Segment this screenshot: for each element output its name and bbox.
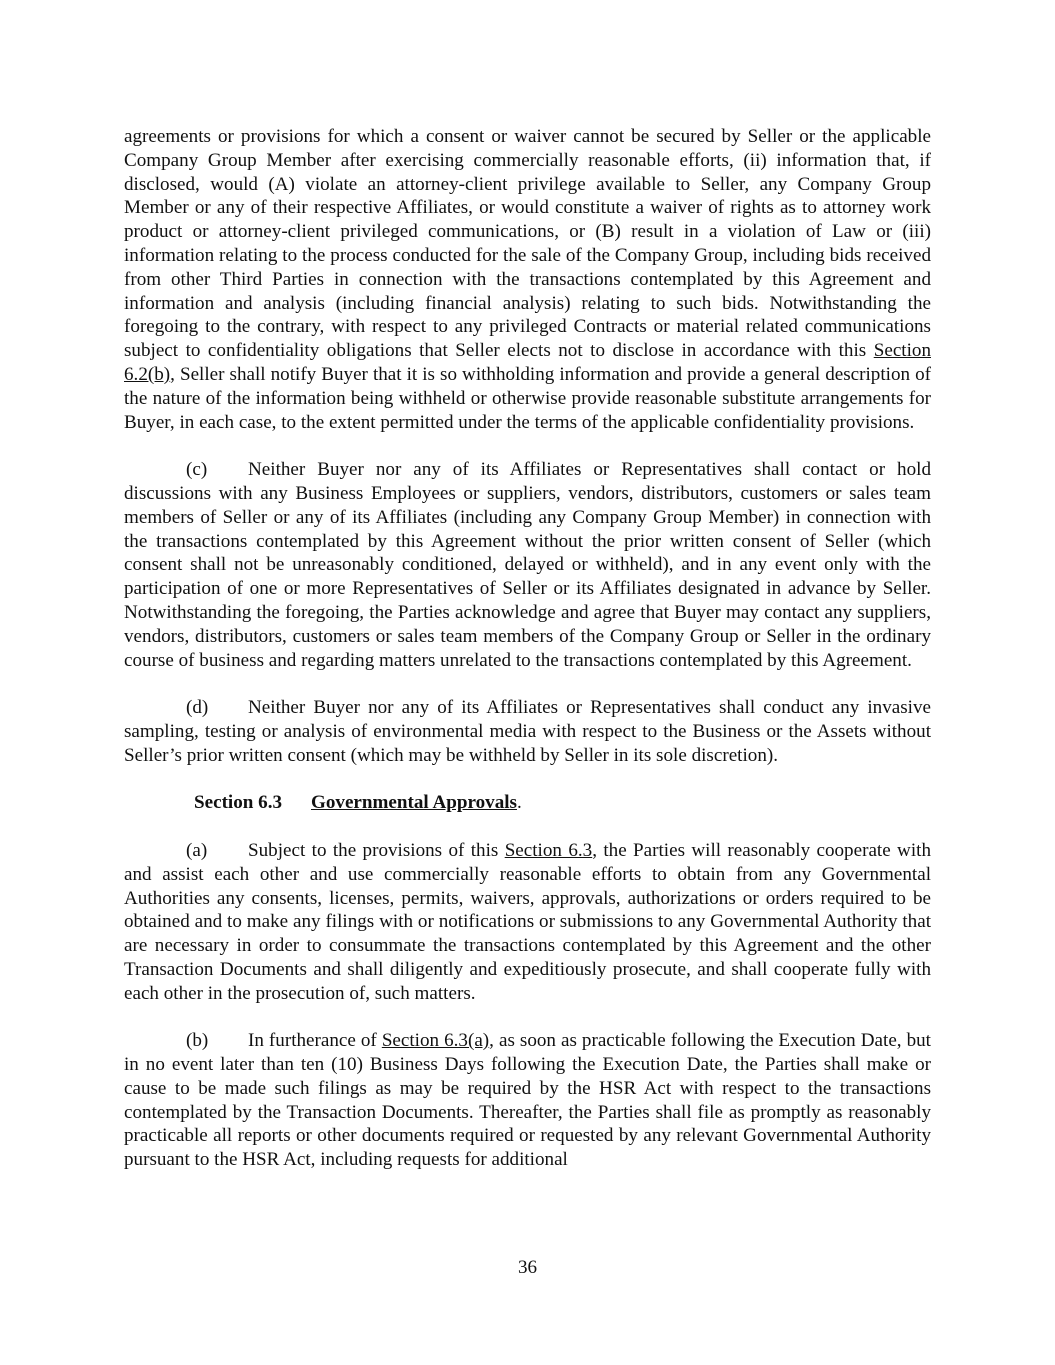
section-reference: Section 6.2(b): [124, 340, 931, 385]
paragraph-text: Neither Buyer nor any of its Affiliates or Representatives shall contact or hold discussions with any Business Employees or suppliers, vendors, distributors, customers or sales team members of Seller or any of its Affiliates (including any Company Group Member) in connection with the transactions contemplated by this Agreement without the prior written consent of Seller (which consent shall not be unreasonably conditioned, delayed or withheld), and in any event only with the participation of one or more Representatives of Seller or its Affiliates designated in advance by Seller. Notwithstanding the foregoing, the Parties acknowledge and agree that Buyer may contact any suppliers, vendors, distributors, customers or sales team members of the Company Group or Seller in the ordinary course of business and regarding matters unrelated to the transactions contemplated by this Agreement.: [124, 459, 931, 671]
section-reference: Section 6.3(a): [381, 1030, 490, 1052]
section-heading: [194, 791, 931, 815]
document-page: [124, 125, 931, 1196]
paragraph-d: [124, 696, 931, 767]
paragraph-text: In furtherance of: [248, 1030, 382, 1052]
paragraph-6-3-a: [124, 839, 931, 1006]
section-title-period: .: [516, 792, 522, 814]
paragraph-label: (a): [186, 839, 208, 861]
paragraph-text: , as soon as practicable following the Execution Date, but in no event later than ten (10) Business Days following the Execution Date, the Parties shall make or cause to be made such filings as may be required by the HSR Act with respect to the transactions contemplated by the Transaction Documents. Thereafter, the Parties shall file as promptly as reasonably practicable all reports or other documents required or requested by any relevant Governmental Authority pursuant to the HSR Act, including requests for additional: [124, 1030, 931, 1171]
paragraph-text: Neither Buyer nor any of its Affiliates or Representatives shall conduct any invasive sampling, testing or analysis of environmental media with respect to the Business or the Assets without Seller’s prior written consent (which may be withheld by Seller in its sole discretion).: [124, 697, 931, 766]
paragraph-label: (d): [186, 697, 209, 719]
paragraph-text: , the Parties will reasonably cooperate with and assist each other and use commercially reasonable efforts to obtain from any Governmental Authorities any consents, licenses, permits, waivers, approvals, authorizations or orders required to be obtained and to make any filings with or notifications or submissions to any Governmental Authority that are necessary in order to consummate the transactions contemplated by this Agreement and the other Transaction Documents and shall diligently and expeditiously prosecute, and shall cooperate fully with each other in the prosecution of, such matters.: [124, 839, 932, 1004]
paragraph-b-continuation: [124, 125, 931, 434]
section-reference: Section 6.3: [504, 839, 593, 861]
section-title: Governmental Approvals: [311, 792, 517, 814]
paragraph-c: [124, 458, 931, 672]
paragraph-text: Subject to the provisions of this: [248, 839, 505, 861]
section-number: Section 6.3: [194, 792, 283, 814]
paragraph-label: (c): [186, 459, 208, 481]
paragraph-label: (b): [186, 1030, 209, 1052]
paragraph-6-3-b: [124, 1029, 931, 1172]
page-number: 36: [517, 1257, 538, 1278]
paragraph-text: agreements or provisions for which a consent or waiver cannot be secured by Seller or the applicable Company Group Member after exercising commercially reasonable efforts, (ii) information that, if disclosed, would (A) violate an attorney-client privilege available to Seller, any Company Group Member or any of their respective Affiliates, or would constitute a waiver of rights as to attorney work product or attorney-client privileged communications, or (B) result in a violation of Law or (iii) information relating to the process conducted for the sale of the Company Group, including bids received from other Third Parties in connection with the transactions contemplated by this Agreement and information and analysis (including financial analysis) relating to such bids. Notwithstanding the foregoing to the contrary, with respect to any privileged Contracts or material related communications subject to confidentiality obligations that Seller elects not to disclose in accordance with this: [124, 126, 931, 362]
paragraph-text: , Seller shall notify Buyer that it is so withholding information and provide a general description of the nature of the information being withheld or otherwise provide reasonable substitute arrangements for Buyer, in each case, to the extent permitted under the terms of the applicable confidentiality provisions.: [124, 363, 931, 433]
